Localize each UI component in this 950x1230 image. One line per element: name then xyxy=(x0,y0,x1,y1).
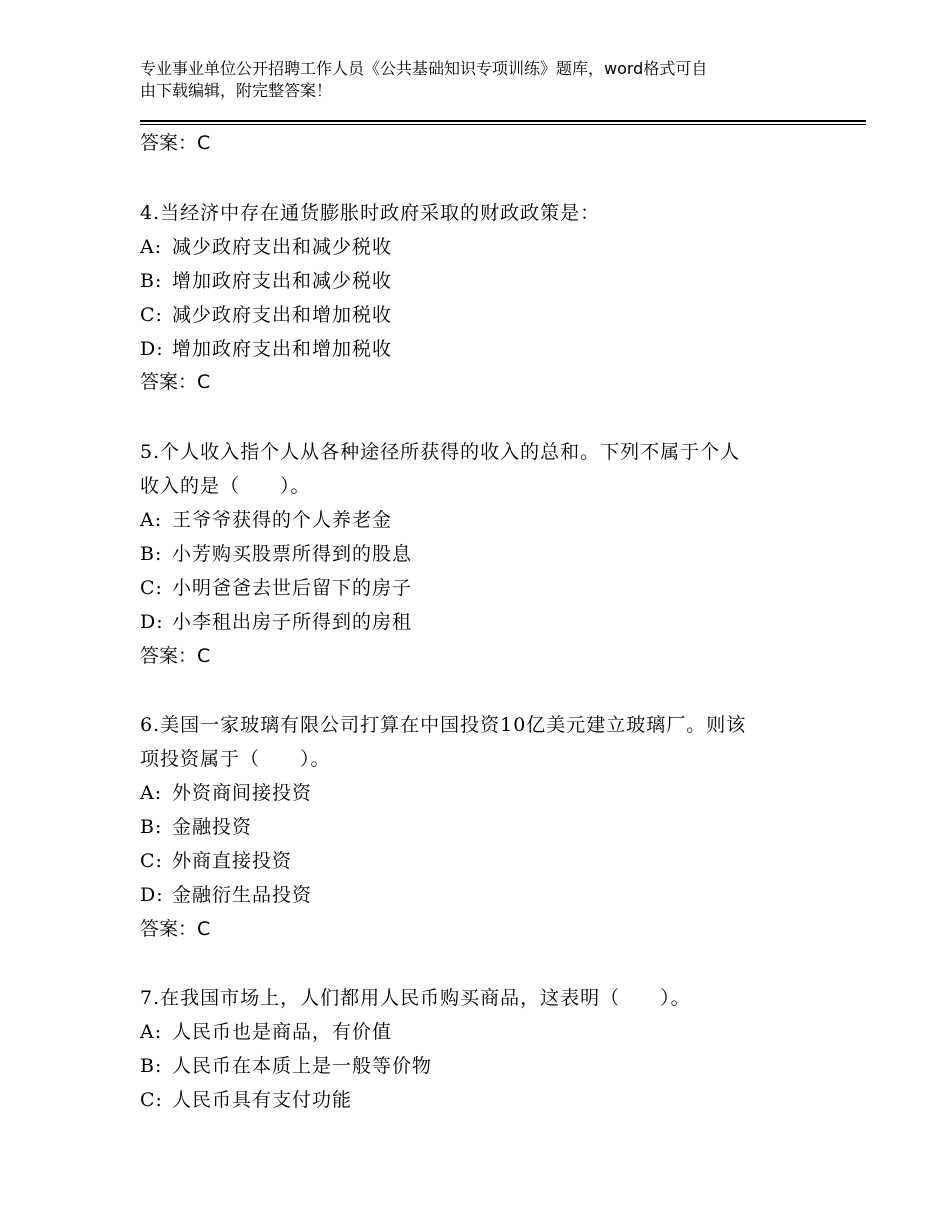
option-b xyxy=(140,537,820,571)
header-rule-thin xyxy=(140,124,866,125)
option-letter: C: xyxy=(140,850,163,872)
question-6 xyxy=(140,708,820,912)
option-b xyxy=(140,810,820,844)
page-header xyxy=(140,58,820,102)
option-letter: C: xyxy=(140,304,163,326)
header-line-2: 由下载编辑，附完整答案！ xyxy=(140,81,333,100)
option-a xyxy=(140,1015,820,1049)
option-letter: B: xyxy=(140,270,163,292)
option-text: 外资商间接投资 xyxy=(172,782,313,804)
option-c xyxy=(140,571,820,605)
option-letter: A: xyxy=(140,236,163,258)
previous-answer: 答案：C xyxy=(140,132,211,154)
option-letter: A: xyxy=(140,1021,163,1043)
option-letter: C: xyxy=(140,577,163,599)
option-letter: D: xyxy=(140,884,164,906)
option-d xyxy=(140,605,820,639)
option-text: 外商直接投资 xyxy=(172,850,293,872)
option-text: 减少政府支出和增加税收 xyxy=(172,304,393,326)
option-c xyxy=(140,844,820,878)
option-text: 小李租出房子所得到的房租 xyxy=(172,611,413,633)
header-rule-thick xyxy=(140,120,866,122)
answer-4: 答案：C xyxy=(140,371,211,393)
question-7 xyxy=(140,981,820,1117)
question-stem: 7.在我国市场上，人们都用人民币购买商品，这表明（ ）。 xyxy=(140,987,691,1009)
option-text: 王爷爷获得的个人养老金 xyxy=(172,509,393,531)
option-text: 小明爸爸去世后留下的房子 xyxy=(172,577,413,599)
option-letter: A: xyxy=(140,782,163,804)
option-text: 增加政府支出和增加税收 xyxy=(172,338,393,360)
option-c xyxy=(140,298,820,332)
option-a xyxy=(140,230,820,264)
option-text: 人民币在本质上是一般等价物 xyxy=(172,1055,433,1077)
option-letter: B: xyxy=(140,1055,163,1077)
question-stem-line-2: 项投资属于（ ）。 xyxy=(140,748,331,770)
header-line-1: 专业事业单位公开招聘工作人员《公共基础知识专项训练》题库，word格式可自 xyxy=(140,59,708,78)
question-stem-line-2: 收入的是（ ）。 xyxy=(140,475,311,497)
option-letter: B: xyxy=(140,816,163,838)
option-d xyxy=(140,878,820,912)
option-text: 减少政府支出和减少税收 xyxy=(172,236,393,258)
option-text: 金融衍生品投资 xyxy=(172,884,313,906)
option-text: 小芳购买股票所得到的股息 xyxy=(172,543,413,565)
option-letter: A: xyxy=(140,509,163,531)
option-d xyxy=(140,332,820,366)
option-letter: B: xyxy=(140,543,163,565)
option-text: 人民币具有支付功能 xyxy=(172,1089,353,1111)
option-text: 增加政府支出和减少税收 xyxy=(172,270,393,292)
option-b xyxy=(140,1049,820,1083)
question-5 xyxy=(140,435,820,639)
option-a xyxy=(140,503,820,537)
question-stem-line-1: 6.美国一家玻璃有限公司打算在中国投资10亿美元建立玻璃厂。则该 xyxy=(140,714,747,736)
option-text: 金融投资 xyxy=(172,816,253,838)
option-letter: D: xyxy=(140,338,164,360)
option-c xyxy=(140,1083,820,1117)
answer-6: 答案：C xyxy=(140,918,211,940)
question-4 xyxy=(140,196,820,366)
question-stem: 4.当经济中存在通货膨胀时政府采取的财政政策是： xyxy=(140,202,601,224)
option-a xyxy=(140,776,820,810)
option-b xyxy=(140,264,820,298)
option-letter: D: xyxy=(140,611,164,633)
option-text: 人民币也是商品，有价值 xyxy=(172,1021,393,1043)
answer-5: 答案：C xyxy=(140,645,211,667)
option-letter: C: xyxy=(140,1089,163,1111)
question-stem-line-1: 5.个人收入指个人从各种途径所获得的收入的总和。下列不属于个人 xyxy=(140,441,741,463)
